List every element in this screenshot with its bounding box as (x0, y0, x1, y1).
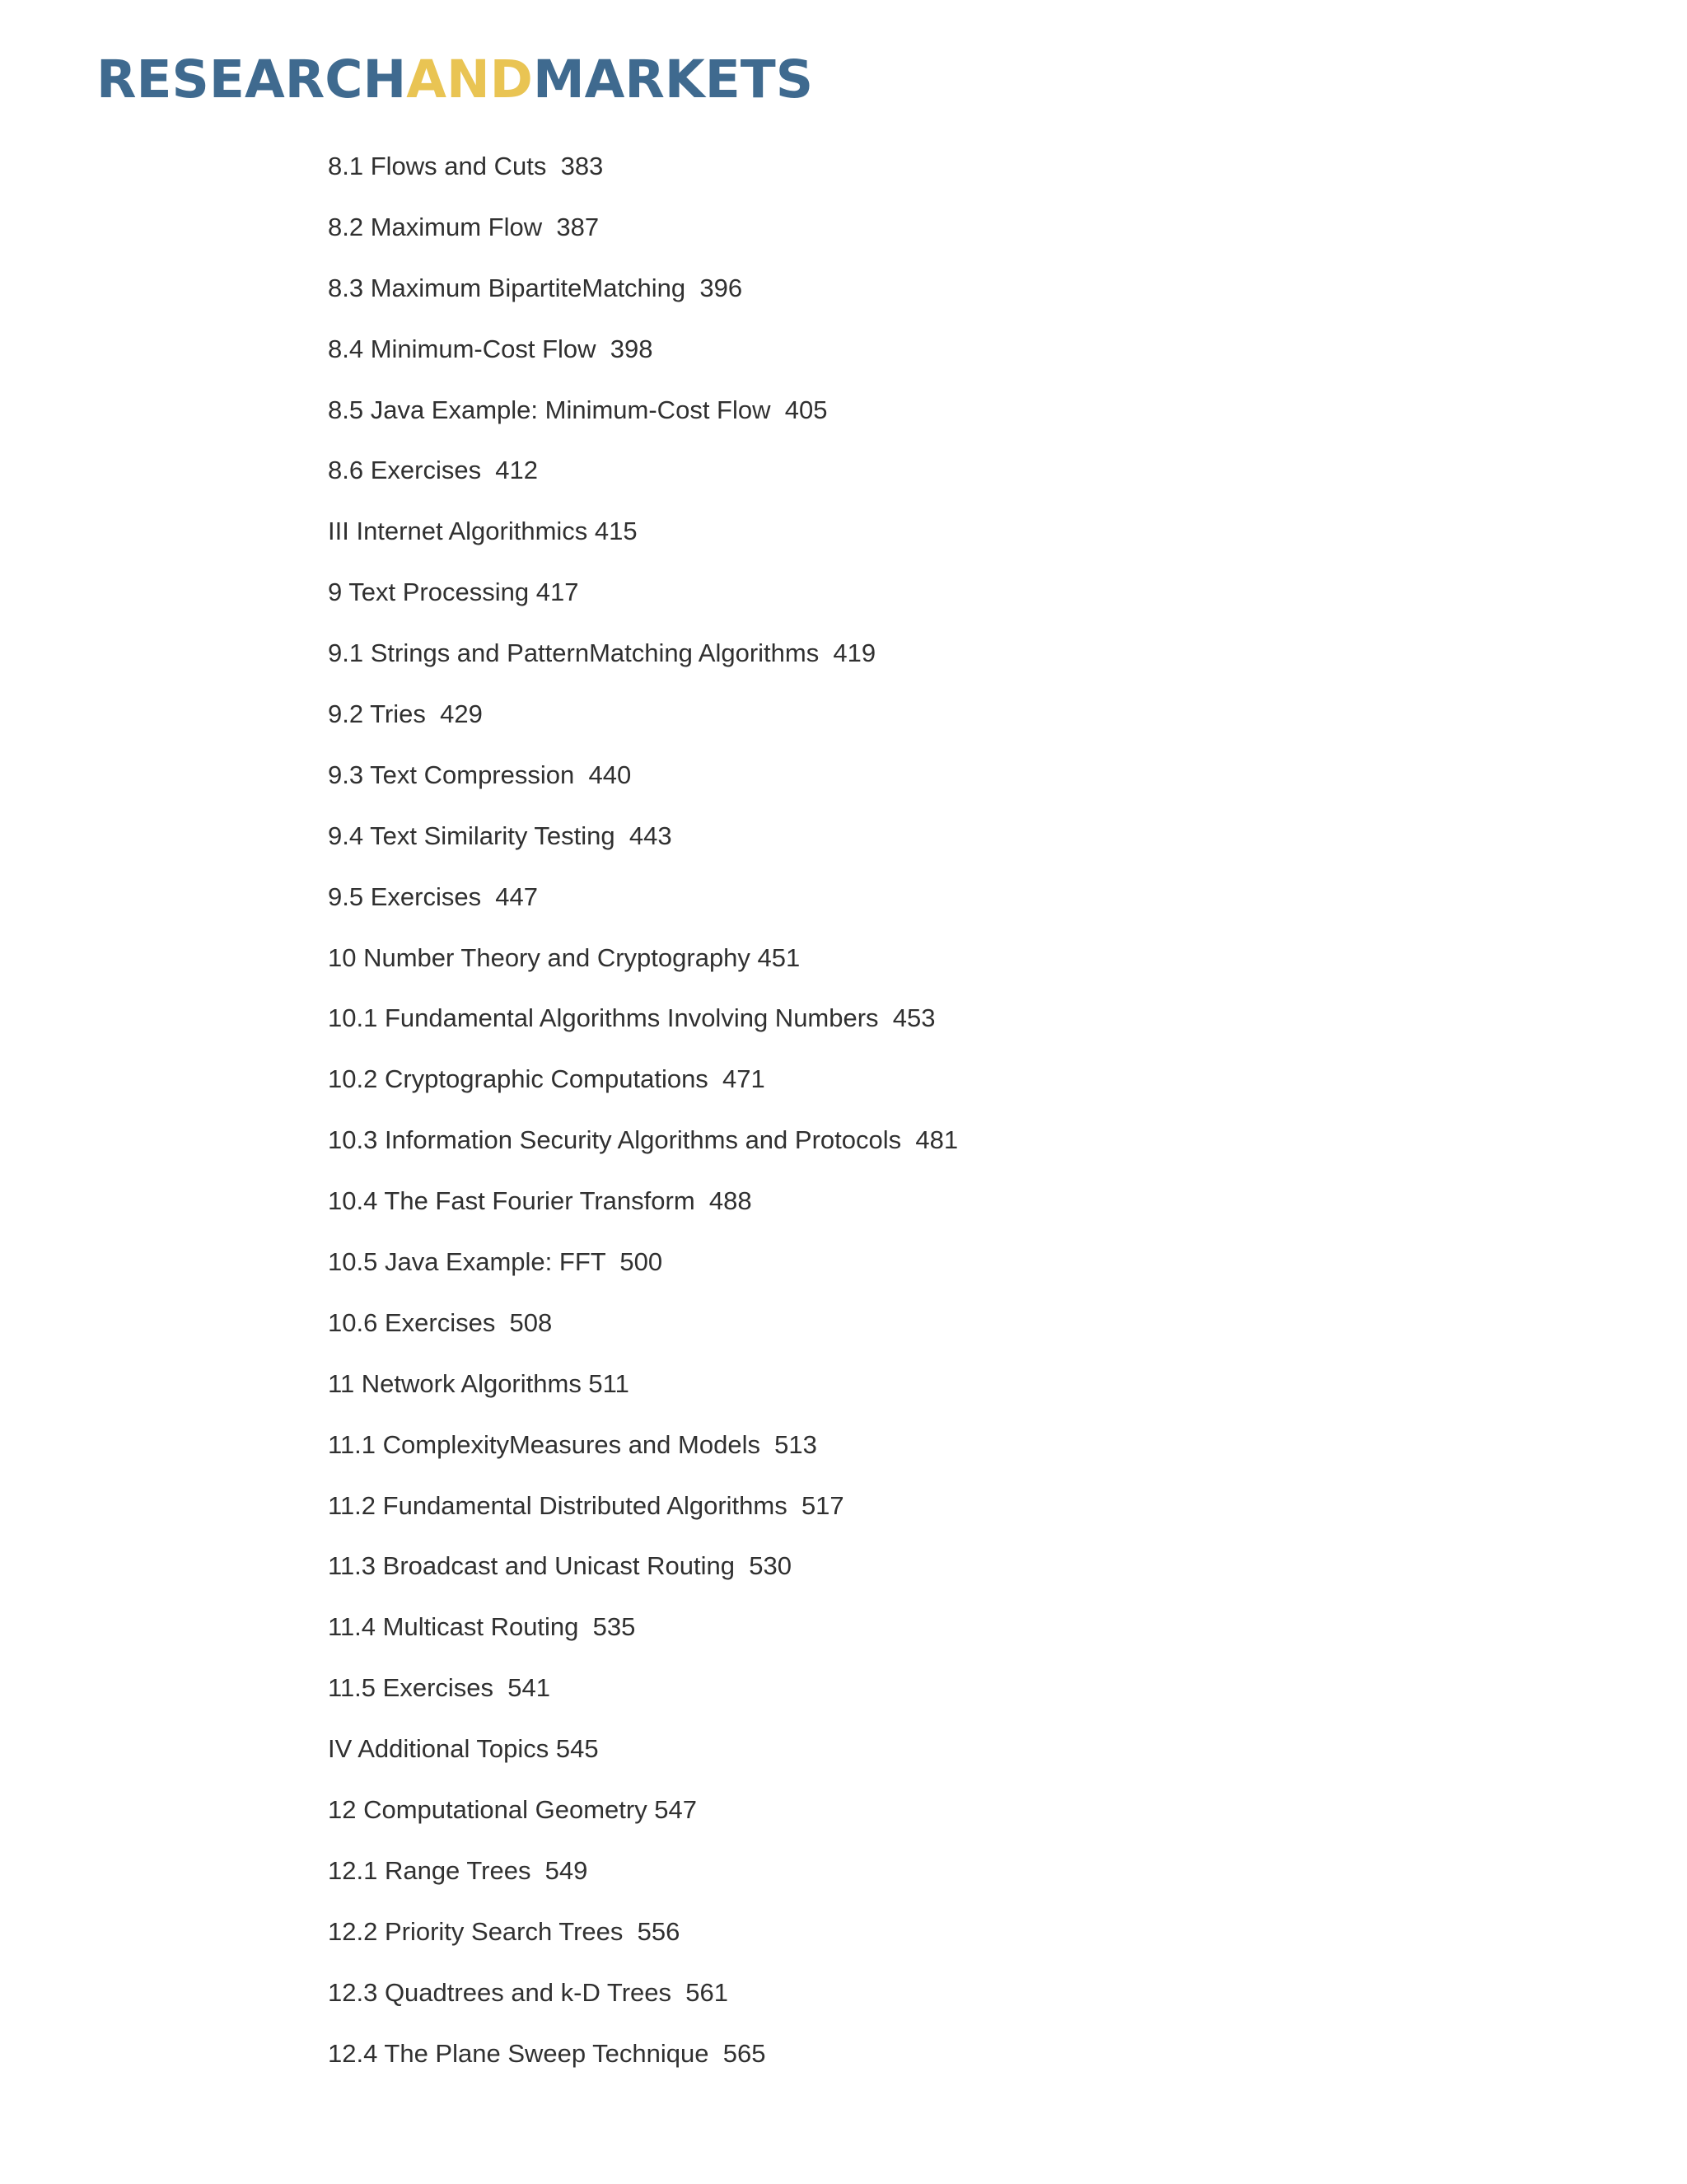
toc-entry: 12.4 The Plane Sweep Technique 565 (328, 2038, 766, 2068)
toc-entry: 11.5 Exercises 541 (328, 1673, 550, 1703)
toc-entry: 12.3 Quadtrees and k-D Trees 561 (328, 1977, 728, 2007)
toc-entry: 10.1 Fundamental Algorithms Involving Numbers 453 (328, 1003, 936, 1033)
toc-chapter-heading: 10 Number Theory and Cryptography 451 (328, 942, 801, 972)
toc-entry: 9.2 Tries 429 (328, 699, 483, 729)
toc-entry: 8.5 Java Example: Minimum-Cost Flow 405 (328, 395, 828, 424)
toc-entry: 10.6 Exercises 508 (328, 1307, 553, 1337)
brand-logo (96, 46, 813, 112)
toc-entry: 12.1 Range Trees 549 (328, 1855, 588, 1885)
toc-part-heading: IV Additional Topics 545 (328, 1734, 599, 1764)
logo-text-research: RESEARCH (96, 49, 407, 110)
toc-entry: 9.4 Text Similarity Testing 443 (328, 821, 672, 850)
toc-entry: 10.3 Information Security Algorithms and Protocols 481 (328, 1125, 959, 1155)
toc-entry: 10.5 Java Example: FFT 500 (328, 1247, 663, 1277)
toc-entry: 8.6 Exercises 412 (328, 456, 539, 485)
toc-entry: 8.2 Maximum Flow 387 (328, 212, 600, 241)
table-of-contents (328, 142, 958, 2090)
logo-text-markets: MARKETS (532, 49, 814, 110)
toc-chapter-heading: 11 Network Algorithms 511 (328, 1368, 629, 1398)
toc-entry: 11.1 ComplexityMeasures and Models 513 (328, 1429, 817, 1459)
toc-entry: 9.1 Strings and PatternMatching Algorithms 419 (328, 638, 876, 668)
toc-chapter-heading: 9 Text Processing 417 (328, 578, 579, 607)
toc-entry: 8.3 Maximum BipartiteMatching 396 (328, 273, 743, 302)
toc-entry: 10.4 The Fast Fourier Transform 488 (328, 1186, 752, 1216)
logo-text-and: AND (406, 49, 533, 110)
toc-entry: 8.1 Flows and Cuts 383 (328, 152, 604, 180)
toc-entry: 11.2 Fundamental Distributed Algorithms 517 (328, 1490, 844, 1520)
toc-entry: 11.4 Multicast Routing 535 (328, 1612, 636, 1642)
toc-entry: 8.4 Minimum-Cost Flow 398 (328, 334, 653, 363)
toc-entry: 9.5 Exercises 447 (328, 882, 539, 911)
toc-entry: 10.2 Cryptographic Computations 471 (328, 1064, 765, 1094)
toc-entry: 11.3 Broadcast and Unicast Routing 530 (328, 1551, 792, 1581)
toc-entry: 9.3 Text Compression 440 (328, 760, 632, 789)
toc-part-heading: III Internet Algorithmics 415 (328, 517, 638, 546)
toc-chapter-heading: 12 Computational Geometry 547 (328, 1795, 698, 1825)
toc-entry: 12.2 Priority Search Trees 556 (328, 1916, 680, 1946)
